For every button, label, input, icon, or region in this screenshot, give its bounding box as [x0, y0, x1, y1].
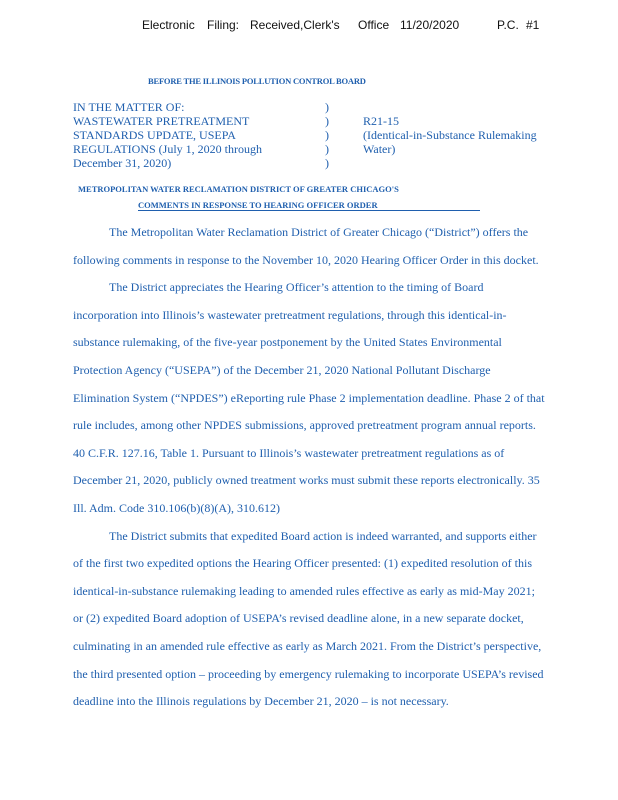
caption-left-line: December 31, 2020) [73, 156, 172, 170]
caption-paren: ) [325, 100, 329, 114]
header-received: Received,Clerk's [250, 18, 340, 32]
docket-number: R21-15 [363, 114, 399, 128]
body-line: incorporation into Illinois’s wastewater pretreatment regulations, through this identical-in- [73, 307, 507, 322]
body-line: deadline into the Illinois regulations by December 21, 2020 – is not necessary. [73, 694, 449, 709]
caption-matter [73, 100, 323, 170]
header-pc: P.C. [497, 18, 519, 32]
body-line: or (2) expedited Board adoption of USEPA’s revised deadline alone, in a new separate docket, [73, 611, 524, 626]
caption-left-line: IN THE MATTER OF: [73, 100, 185, 114]
filing-header [0, 18, 618, 38]
body-line: the third presented option – proceeding by emergency rulemaking to incorporate USEPA’s revised [73, 666, 544, 681]
board-heading: BEFORE THE ILLINOIS POLLUTION CONTROL BOARD [148, 76, 366, 86]
caption-paren: ) [325, 128, 329, 142]
body-line: The District submits that expedited Board action is indeed warranted, and supports either [109, 528, 537, 543]
body-line: 40 C.F.R. 127.16, Table 1. Pursuant to Illinois’s wastewater pretreatment regulations as of [73, 445, 505, 460]
document-body [73, 222, 593, 719]
body-line: Elimination System (“NPDES”) eReporting rule Phase 2 implementation deadline. Phase 2 of that [73, 390, 545, 405]
body-line: The Metropolitan Water Reclamation District of Greater Chicago (“District”) offers the [109, 225, 529, 239]
caption-left-line: REGULATIONS (July 1, 2020 through [73, 142, 262, 156]
caption-left-line: STANDARDS UPDATE, USEPA [73, 128, 236, 142]
caption-parens [325, 100, 335, 170]
comments-title-line2: COMMENTS IN RESPONSE TO HEARING OFFICER ORDER [138, 200, 378, 210]
rulemaking-type-cont: Water) [363, 142, 396, 156]
body-line: Ill. Adm. Code 310.106(b)(8)(A), 310.612) [73, 500, 280, 515]
comments-title-line1: METROPOLITAN WATER RECLAMATION DISTRICT OF GREATER CHICAGO'S [78, 184, 399, 194]
body-line: December 21, 2020, publicly owned treatment works must submit these reports electronically. 35 [73, 473, 540, 488]
body-line: rule includes, among other NPDES submissions, approved pretreatment program annual reports. [73, 418, 536, 433]
header-office: Office [358, 18, 390, 32]
body-line: substance rulemaking, of the five-year postponement by the United States Environmental [73, 335, 502, 350]
title-underline [138, 210, 480, 211]
case-caption [73, 100, 593, 172]
body-line: culminating in an amended rule effective as early as March 2021. From the District’s perspective, [73, 638, 542, 653]
header-filing: Filing: [207, 18, 240, 32]
rulemaking-type: (Identical-in-Substance Rulemaking [363, 128, 537, 142]
caption-right-line [363, 100, 593, 114]
caption-left-line: WASTEWATER PRETREATMENT [73, 114, 250, 128]
caption-right-line [363, 156, 593, 170]
caption-docket [363, 100, 593, 170]
header-electronic: Electronic [142, 18, 195, 32]
caption-paren: ) [325, 114, 329, 128]
body-line: following comments in response to the November 10, 2020 Hearing Officer Order in this docket. [73, 252, 539, 267]
body-line: of the first two expedited options the Hearing Officer presented: (1) expedited resolution of this [73, 556, 532, 571]
body-line: identical-in-substance rulemaking leading to amended rules effective as early as mid-May 2021; [73, 583, 535, 598]
caption-paren: ) [325, 156, 329, 170]
body-line: The District appreciates the Hearing Officer’s attention to the timing of Board [109, 280, 484, 295]
header-date: 11/20/2020 [400, 18, 460, 32]
caption-paren: ) [325, 142, 329, 156]
header-pc-number: #1 [526, 18, 540, 32]
body-line: Protection Agency (“USEPA”) of the December 21, 2020 National Pollutant Discharge [73, 362, 491, 377]
